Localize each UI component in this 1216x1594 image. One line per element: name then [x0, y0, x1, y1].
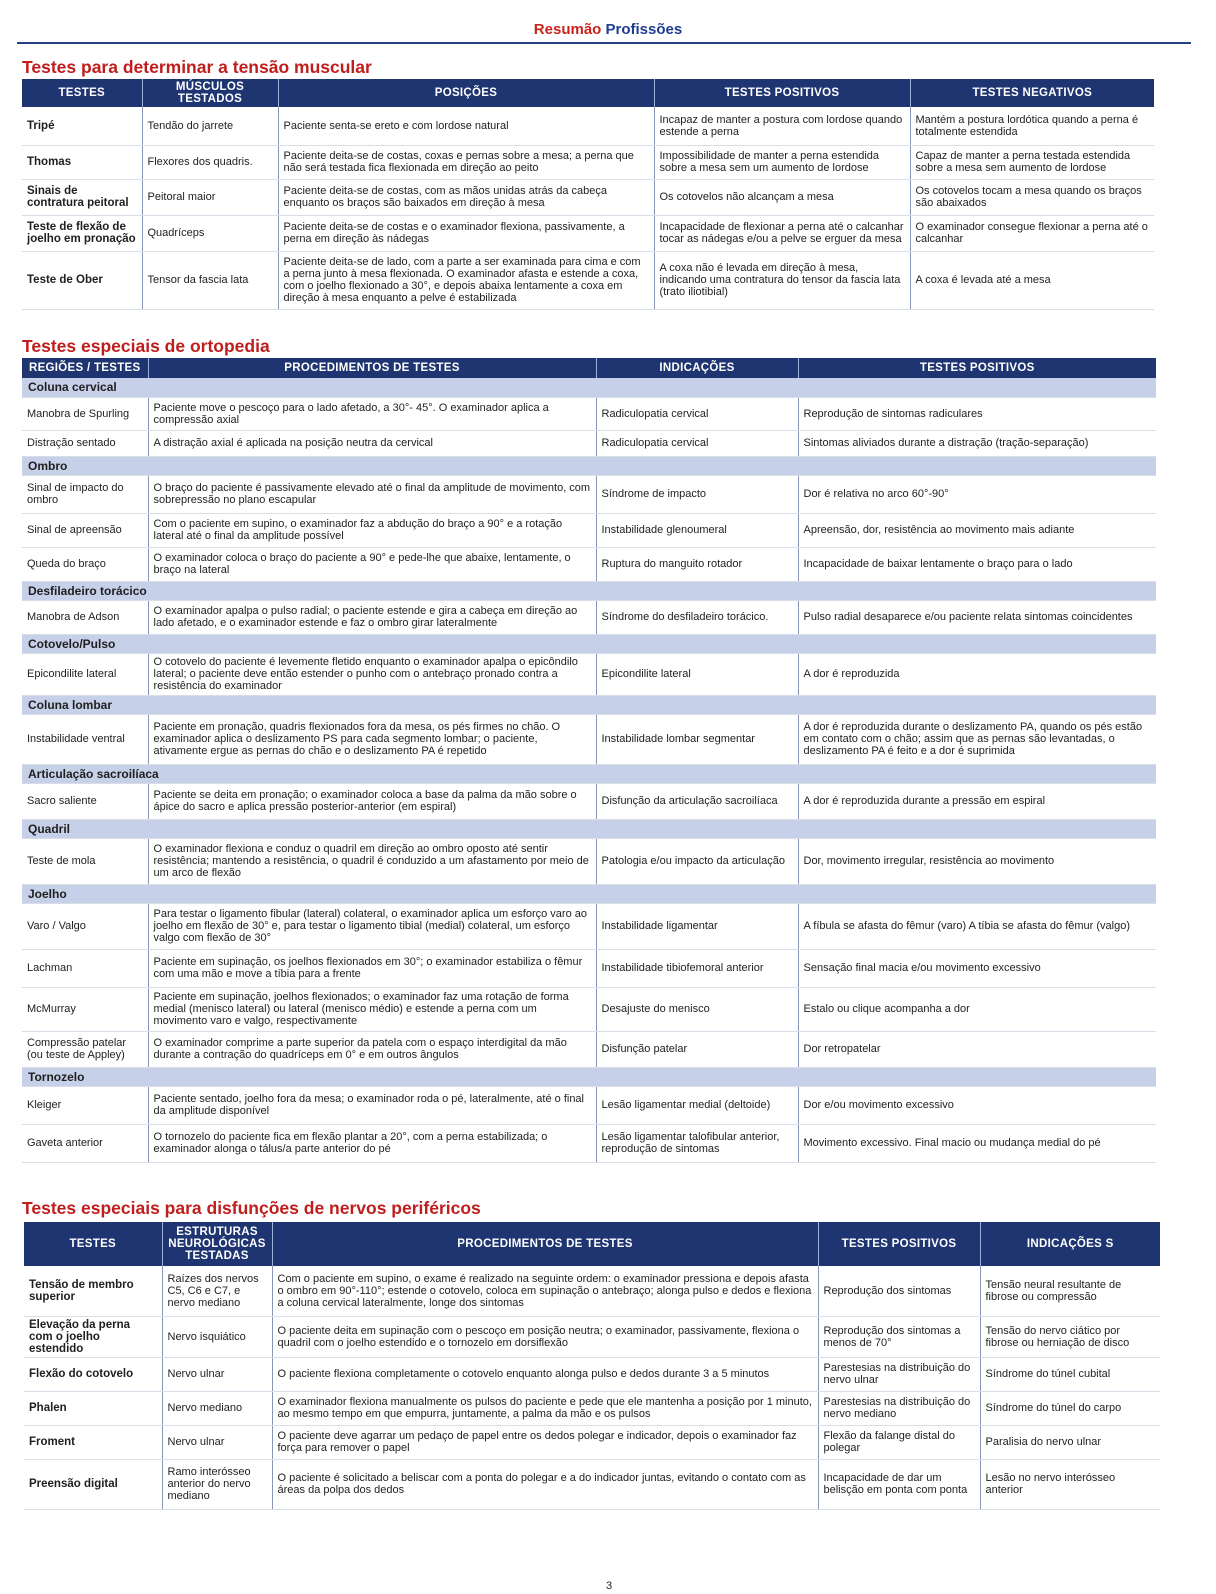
region-group-row: [22, 378, 1156, 397]
cell-procedure: Paciente se deita em pronação; o examinador coloca a base da palma da mão sobre o ápice do sacro e aplica pressão posterior-anterior (em espiral): [148, 783, 596, 819]
cell-procedure: O paciente flexiona completamente o cotovelo enquanto alonga pulso e dedos durante 3 a 5 minutos: [272, 1357, 818, 1391]
cell-positive: Reprodução dos sintomas a menos de 70°: [818, 1316, 980, 1357]
cell-indication: Disfunção da articulação sacroilíaca: [596, 783, 798, 819]
cell-test: Sinais de contratura peitoral: [22, 179, 142, 215]
column-header: PROCEDIMENTOS DE TESTES: [148, 358, 596, 378]
cell-positive: Movimento excessivo. Final macio ou mudança medial do pé: [798, 1124, 1156, 1162]
cell-indication: Síndrome do túnel cubital: [980, 1357, 1160, 1391]
cell-test: Froment: [24, 1425, 162, 1459]
cell-procedure: Paciente sentado, joelho fora da mesa; o examinador roda o pé, lateralmente, até o final da amplitude disponível: [148, 1086, 596, 1124]
cell-position: Paciente deita-se de costas, coxas e pernas sobre a mesa; a perna que não será testada fica flexionada em direção ao peito: [278, 145, 654, 179]
table-row: [24, 1357, 1160, 1391]
cell-procedure: O paciente deve agarrar um pedaço de papel entre os dedos polegar e indicador, depois o examinador faz força para remover o papel: [272, 1425, 818, 1459]
region-label: Ombro: [22, 456, 1156, 475]
cell-positive: Dor é relativa no arco 60°-90°: [798, 475, 1156, 513]
cell-indication: Síndrome do desfiladeiro torácico.: [596, 600, 798, 634]
table-row: [24, 1391, 1160, 1425]
cell-indication: Radiculopatia cervical: [596, 430, 798, 456]
table-row: [22, 1086, 1156, 1124]
cell-test: Preensão digital: [24, 1459, 162, 1509]
table-row: [24, 1316, 1160, 1357]
cell-indication: Patologia e/ou impacto da articulação: [596, 838, 798, 884]
region-label: Cotovelo/Pulso: [22, 634, 1156, 653]
column-header: POSIÇÕES: [278, 79, 654, 107]
cell-procedure: O examinador coloca o braço do paciente a 90° e pede-lhe que abaixe, lentamente, o braço na lateral: [148, 547, 596, 581]
cell-test: Sinal de impacto do ombro: [22, 475, 148, 513]
column-header: TESTES: [22, 79, 142, 107]
cell-indication: Lesão ligamentar talofibular anterior, reprodução de sintomas: [596, 1124, 798, 1162]
page-number: 3: [606, 1580, 613, 1592]
column-header: PROCEDIMENTOS DE TESTES: [272, 1222, 818, 1266]
cell-test: Flexão do cotovelo: [24, 1357, 162, 1391]
cell-procedure: Paciente em pronação, quadris flexionados fora da mesa, os pés firmes no chão. O examinador aplica o deslizamento PS para cada segmento lombar; o paciente, ativamente ergue as pernas do chão e o deslizamento PA é repetido: [148, 714, 596, 764]
cell-positive: Dor retropatelar: [798, 1031, 1156, 1067]
region-label: Articulação sacroilíaca: [22, 764, 1156, 783]
column-header: TESTES NEGATIVOS: [910, 79, 1154, 107]
column-header: INDICAÇÕES: [596, 358, 798, 378]
table-row: [22, 397, 1156, 430]
cell-indication: Tensão neural resultante de fibrose ou compressão: [980, 1266, 1160, 1316]
table-header-row: [22, 358, 1156, 378]
cell-position: Paciente deita-se de lado, com a parte a ser examinada para cima e com a perna junto à mesa flexionada. O examinador afasta e estende a coxa, com o joelho flexionado a 30°, e depois abaixa lentamente a coxa em direção à mesa enquanto a pelve é estabilizada: [278, 251, 654, 309]
cell-muscle: Tendão do jarrete: [142, 107, 278, 145]
cell-procedure: O examinador flexiona e conduz o quadril em direção ao ombro oposto até sentir resistência; mantendo a resistência, o quadril é conduzido a um afastamento por meio de um arco de flexão: [148, 838, 596, 884]
cell-procedure: A distração axial é aplicada na posição neutra da cervical: [148, 430, 596, 456]
cell-positive: Estalo ou clique acompanha a dor: [798, 987, 1156, 1031]
muscle-tension-table: [22, 79, 1154, 310]
cell-indication: Desajuste do menisco: [596, 987, 798, 1031]
section2-title: Testes especiais de ortopedia: [22, 336, 270, 356]
cell-muscle: Flexores dos quadris.: [142, 145, 278, 179]
cell-indication: Tensão do nervo ciático por fibrose ou herniação de disco: [980, 1316, 1160, 1357]
table-row: [22, 1031, 1156, 1067]
cell-test: Distração sentado: [22, 430, 148, 456]
region-group-row: [22, 819, 1156, 838]
cell-structure: Nervo isquiático: [162, 1316, 272, 1357]
cell-positive: Sintomas aliviados durante a distração (tração-separação): [798, 430, 1156, 456]
region-group-row: [22, 456, 1156, 475]
cell-positive: Reprodução dos sintomas: [818, 1266, 980, 1316]
cell-test: Elevação da perna com o joelho estendido: [24, 1316, 162, 1357]
region-group-row: [22, 764, 1156, 783]
region-group-row: [22, 884, 1156, 903]
table-header-row: [24, 1222, 1160, 1266]
cell-test: Teste de mola: [22, 838, 148, 884]
cell-indication: Epicondilite lateral: [596, 653, 798, 695]
table-row: [22, 783, 1156, 819]
table-row: [22, 987, 1156, 1031]
region-label: Coluna lombar: [22, 695, 1156, 714]
cell-positive: A dor é reproduzida: [798, 653, 1156, 695]
cell-positive: A dor é reproduzida durante a pressão em espiral: [798, 783, 1156, 819]
cell-test: Epicondilite lateral: [22, 653, 148, 695]
cell-positive: Incapaz de manter a postura com lordose quando estende a perna: [654, 107, 910, 145]
cell-positive: Os cotovelos não alcançam a mesa: [654, 179, 910, 215]
column-header: MÚSCULOS TESTADOS: [142, 79, 278, 107]
table-row: [22, 1124, 1156, 1162]
table-row: [22, 107, 1154, 145]
cell-positive: Reprodução de sintomas radiculares: [798, 397, 1156, 430]
section3-title: Testes especiais para disfunções de nervos periféricos: [22, 1198, 481, 1218]
cell-indication: Paralisia do nervo ulnar: [980, 1425, 1160, 1459]
region-group-row: [22, 634, 1156, 653]
cell-structure: Nervo mediano: [162, 1391, 272, 1425]
cell-positive: Apreensão, dor, resistência ao movimento mais adiante: [798, 513, 1156, 547]
cell-procedure: Paciente em supinação, os joelhos flexionados em 30°; o examinador estabiliza o fêmur com uma mão e move a tíbia para a frente: [148, 949, 596, 987]
cell-indication: Lesão no nervo interósseo anterior: [980, 1459, 1160, 1509]
column-header: REGIÕES / TESTES: [22, 358, 148, 378]
cell-positive: Incapacidade de baixar lentamente o braço para o lado: [798, 547, 1156, 581]
cell-structure: Ramo interósseo anterior do nervo mediano: [162, 1459, 272, 1509]
peripheral-nerve-tests-table: [24, 1222, 1160, 1510]
section1-title: Testes para determinar a tensão muscular: [22, 57, 372, 77]
cell-positive: Sensação final macia e/ou movimento excessivo: [798, 949, 1156, 987]
cell-test: Queda do braço: [22, 547, 148, 581]
region-group-row: [22, 1067, 1156, 1086]
cell-test: Lachman: [22, 949, 148, 987]
cell-test: Tripé: [22, 107, 142, 145]
cell-position: Paciente deita-se de costas e o examinador flexiona, passivamente, a perna em direção às nádegas: [278, 215, 654, 251]
column-header: TESTES: [24, 1222, 162, 1266]
header-rule: [17, 42, 1191, 44]
cell-procedure: O paciente deita em supinação com o pescoço em posição neutra; o examinador, passivamente, flexiona o quadril com o joelho estendido e o tornozelo em dorsiflexão: [272, 1316, 818, 1357]
cell-indication: Ruptura do manguito rotador: [596, 547, 798, 581]
table-row: [22, 600, 1156, 634]
cell-procedure: Paciente move o pescoço para o lado afetado, a 30°- 45°. O examinador aplica a compressão axial: [148, 397, 596, 430]
cell-positive: Parestesias na distribuição do nervo ulnar: [818, 1357, 980, 1391]
table-header-row: [22, 79, 1154, 107]
table-row: [22, 145, 1154, 179]
cell-test: Kleiger: [22, 1086, 148, 1124]
cell-positive: Dor e/ou movimento excessivo: [798, 1086, 1156, 1124]
cell-test: Varo / Valgo: [22, 903, 148, 949]
table-row: [22, 838, 1156, 884]
table-row: [22, 513, 1156, 547]
cell-positive: Incapacidade de flexionar a perna até o calcanhar tocar as nádegas e/ou a pelve se erguer da mesa: [654, 215, 910, 251]
region-label: Desfiladeiro torácico: [22, 581, 1156, 600]
cell-muscle: Peitoral maior: [142, 179, 278, 215]
cell-test: Teste de flexão de joelho em pronação: [22, 215, 142, 251]
cell-structure: Nervo ulnar: [162, 1425, 272, 1459]
column-header: TESTES POSITIVOS: [818, 1222, 980, 1266]
table-row: [22, 653, 1156, 695]
cell-positive: Incapacidade de dar um belisção em ponta com ponta: [818, 1459, 980, 1509]
cell-positive: Impossibilidade de manter a perna estendida sobre a mesa sem um aumento de lordose: [654, 145, 910, 179]
cell-procedure: O cotovelo do paciente é levemente fletido enquanto o examinador apalpa o epicôndilo lateral; o paciente deve então estender o punho com o antebraço pronado contra a resistência do examinador: [148, 653, 596, 695]
cell-procedure: O braço do paciente é passivamente elevado até o final da amplitude de movimento, com sobrepressão no plano escapular: [148, 475, 596, 513]
cell-test: Manobra de Adson: [22, 600, 148, 634]
cell-test: McMurray: [22, 987, 148, 1031]
cell-indication: Lesão ligamentar medial (deltoide): [596, 1086, 798, 1124]
table-row: [22, 215, 1154, 251]
cell-positive: A coxa não é levada em direção à mesa, indicando uma contratura do tensor da fascia lata (trato iliotibial): [654, 251, 910, 309]
cell-test: Phalen: [24, 1391, 162, 1425]
table-row: [22, 903, 1156, 949]
cell-indication: Instabilidade tibiofemoral anterior: [596, 949, 798, 987]
region-label: Quadril: [22, 819, 1156, 838]
cell-positive: A fíbula se afasta do fêmur (varo) A tíbia se afasta do fêmur (valgo): [798, 903, 1156, 949]
cell-test: Compressão patelar (ou teste de Appley): [22, 1031, 148, 1067]
cell-indication: Instabilidade ligamentar: [596, 903, 798, 949]
cell-negative: Os cotovelos tocam a mesa quando os braços são abaixados: [910, 179, 1154, 215]
table-row: [22, 949, 1156, 987]
table-row: [24, 1266, 1160, 1316]
table-row: [22, 251, 1154, 309]
cell-test: Tensão de membro superior: [24, 1266, 162, 1316]
cell-test: Sacro saliente: [22, 783, 148, 819]
cell-negative: A coxa é levada até a mesa: [910, 251, 1154, 309]
cell-muscle: Quadríceps: [142, 215, 278, 251]
table-row: [22, 714, 1156, 764]
cell-indication: Instabilidade glenoumeral: [596, 513, 798, 547]
column-header: INDICAÇÕES S: [980, 1222, 1160, 1266]
cell-indication: Síndrome de impacto: [596, 475, 798, 513]
column-header: TESTES POSITIVOS: [654, 79, 910, 107]
cell-positive: Parestesias na distribuição do nervo mediano: [818, 1391, 980, 1425]
cell-positive: Dor, movimento irregular, resistência ao movimento: [798, 838, 1156, 884]
cell-position: Paciente deita-se de costas, com as mãos unidas atrás da cabeça enquanto os braços são baixados em direção à mesa: [278, 179, 654, 215]
cell-indication: Disfunção patelar: [596, 1031, 798, 1067]
cell-positive: Pulso radial desaparece e/ou paciente relata sintomas coincidentes: [798, 600, 1156, 634]
cell-negative: Capaz de manter a perna testada estendida sobre a mesa sem aumento de lordose: [910, 145, 1154, 179]
table-row: [22, 547, 1156, 581]
cell-test: Teste de Ober: [22, 251, 142, 309]
cell-test: Gaveta anterior: [22, 1124, 148, 1162]
table-row: [24, 1459, 1160, 1509]
region-label: Joelho: [22, 884, 1156, 903]
cell-procedure: O paciente é solicitado a beliscar com a ponta do polegar e a do indicador juntas, evitando o contato com as áreas da polpa dos dedos: [272, 1459, 818, 1509]
brand-header: [0, 21, 1216, 38]
cell-negative: O examinador consegue flexionar a perna até o calcanhar: [910, 215, 1154, 251]
cell-procedure: O examinador comprime a parte superior da patela com o espaço interdigital da mão durante a contração do quadríceps em 0° e em outros ângulos: [148, 1031, 596, 1067]
brand-part2: Profissões: [605, 21, 683, 38]
cell-procedure: O examinador flexiona manualmente os pulsos do paciente e pede que ele mantenha a posição por 1 minuto, ao mesmo tempo em que empurra, juntamente, a palma da mão e os pulsos: [272, 1391, 818, 1425]
cell-positive: Flexão da falange distal do polegar: [818, 1425, 980, 1459]
cell-procedure: Com o paciente em supino, o examinador faz a abdução do braço a 90° e a rotação lateral até o final da amplitude possível: [148, 513, 596, 547]
region-group-row: [22, 695, 1156, 714]
table-row: [22, 179, 1154, 215]
cell-structure: Nervo ulnar: [162, 1357, 272, 1391]
cell-procedure: Para testar o ligamento fibular (lateral) colateral, o examinador aplica um esforço varo ao joelho em flexão de 30° e, para testar o ligamento tibial (medial) colateral, um esforço valgo com flexão de 30°: [148, 903, 596, 949]
region-label: Coluna cervical: [22, 378, 1156, 397]
region-label: Tornozelo: [22, 1067, 1156, 1086]
region-group-row: [22, 581, 1156, 600]
cell-position: Paciente senta-se ereto e com lordose natural: [278, 107, 654, 145]
cell-indication: Síndrome do túnel do carpo: [980, 1391, 1160, 1425]
table-row: [22, 430, 1156, 456]
cell-muscle: Tensor da fascia lata: [142, 251, 278, 309]
column-header: TESTES POSITIVOS: [798, 358, 1156, 378]
cell-procedure: Paciente em supinação, joelhos flexionados; o examinador faz uma rotação de forma medial (menisco lateral) ou lateral (menisco médio) e estende a perna com um movimento varo e valgo, respectivamente: [148, 987, 596, 1031]
cell-procedure: Com o paciente em supino, o exame é realizado na seguinte ordem: o examinador pressiona e depois afasta o ombro em 90°-110°; estende o cotovelo, coloca em supinação o antebraço; alonga pulso e dedos e flexiona a coluna cervical lateralmente, longe dos sintomas: [272, 1266, 818, 1316]
cell-test: Sinal de apreensão: [22, 513, 148, 547]
cell-indication: Radiculopatia cervical: [596, 397, 798, 430]
brand-part1: Resumão: [533, 21, 602, 38]
column-header: ESTRUTURAS NEUROLÓGICAS TESTADAS: [162, 1222, 272, 1266]
cell-test: Thomas: [22, 145, 142, 179]
cell-procedure: O examinador apalpa o pulso radial; o paciente estende e gira a cabeça em direção ao lado afetado, e o examinador estende e faz o ombro girar lateralmente: [148, 600, 596, 634]
cell-test: Manobra de Spurling: [22, 397, 148, 430]
cell-positive: A dor é reproduzida durante o deslizamento PA, quando os pés estão em contato com o chão; assim que as pernas são levantadas, o deslizamento PA é feito e a dor é suprimida: [798, 714, 1156, 764]
cell-negative: Mantém a postura lordótica quando a perna é totalmente estendida: [910, 107, 1154, 145]
cell-test: Instabilidade ventral: [22, 714, 148, 764]
orthopedic-tests-table: [22, 358, 1156, 1163]
table-row: [22, 475, 1156, 513]
cell-indication: Instabilidade lombar segmentar: [596, 714, 798, 764]
table-row: [24, 1425, 1160, 1459]
cell-structure: Raízes dos nervos C5, C6 e C7, e nervo mediano: [162, 1266, 272, 1316]
cell-procedure: O tornozelo do paciente fica em flexão plantar a 20°, com a perna estabilizada; o examinador alonga o tálus/a parte anterior do pé: [148, 1124, 596, 1162]
